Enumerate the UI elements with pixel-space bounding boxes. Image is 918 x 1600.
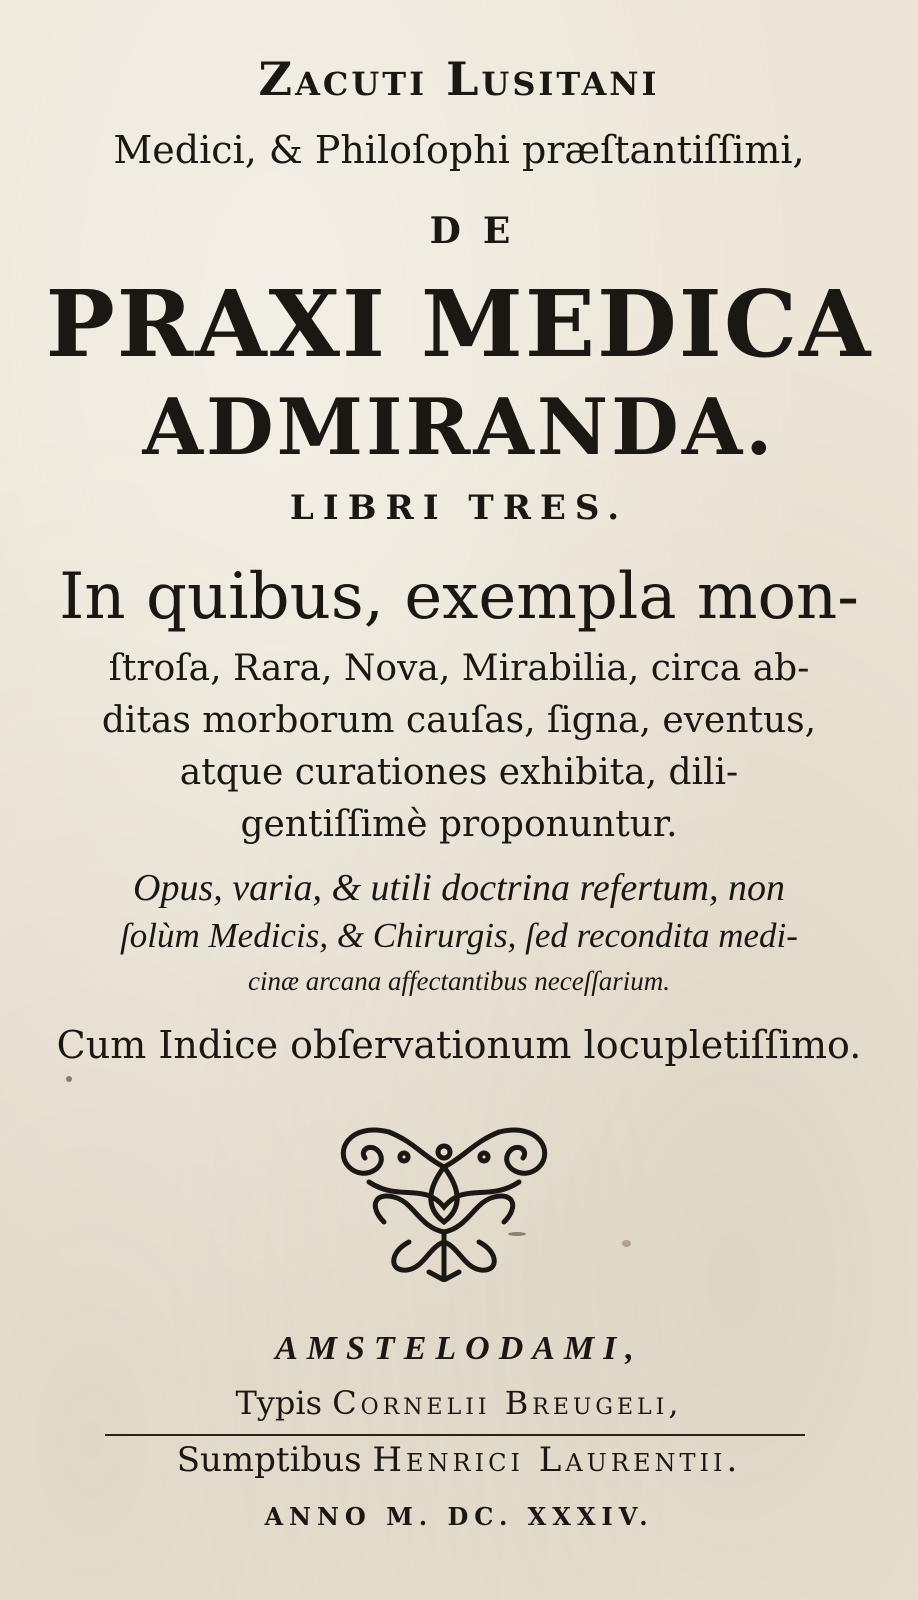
description-line: gentiſſimè proponuntur.: [240, 804, 678, 845]
imprint-rule: [105, 1434, 805, 1436]
imprint-printer: [0, 1384, 918, 1422]
publisher-name: Henrici Laurentii.: [372, 1440, 742, 1480]
imprint-publisher: [0, 1440, 918, 1480]
author-name: Zacuti Lusitani: [258, 52, 660, 106]
foxing-spot: [622, 1240, 631, 1247]
description-lead: In quibus, exempla mon-: [59, 560, 859, 634]
imprint-city: AMSTELODAMI,: [275, 1330, 643, 1367]
foxing-spot: [66, 1076, 72, 1082]
main-title-line1: PRAXI MEDICA: [45, 270, 873, 378]
floral-fleuron-icon: [329, 1112, 559, 1282]
description-line: ditas morborum cauſas, ſigna, eventus,: [101, 700, 817, 741]
description-line: ſtroſa, Rara, Nova, Mirabilia, circa ab-: [108, 648, 810, 689]
publisher-prefix: Sumptibus: [176, 1440, 362, 1480]
main-title-line2: ADMIRANDA.: [142, 382, 776, 473]
author-epithet: Medici, & Philoſophi præſtantiſſimi,: [113, 128, 805, 172]
book-count: LIBRI TRES.: [289, 488, 629, 528]
description-line: atque curationes exhibita, dili-: [179, 752, 739, 793]
index-note: Cum Indice obſervationum locupletiſſimo.: [56, 1023, 862, 1067]
opus-line: cinæ arcana affectantibus neceſſarium.: [248, 966, 670, 996]
imprint-year: ANNO M. DC. XXXIV.: [264, 1502, 654, 1531]
printer-prefix: Typis: [235, 1384, 323, 1422]
printer-name: Cornelii Breugeli,: [332, 1384, 683, 1422]
opus-line: ſolùm Medicis, & Chirurgis, ſed recondita medi-: [120, 916, 798, 955]
foxing-spot: [508, 1232, 526, 1236]
opus-line: Opus, varia, & utili doctrina refertum, non: [133, 867, 785, 909]
title-preposition: DE: [429, 210, 533, 252]
